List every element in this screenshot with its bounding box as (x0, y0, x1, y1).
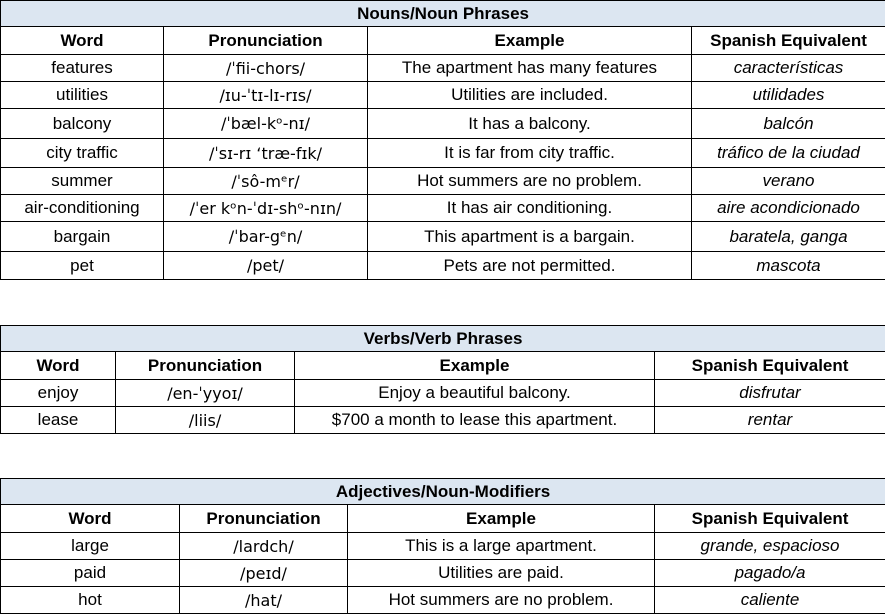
table-row (1, 222, 885, 252)
spanish-cell: baratela, ganga (692, 222, 885, 252)
pronunciation-cell: /en-ˈyyoɪ/ (116, 380, 295, 407)
table-row (1, 195, 885, 222)
spanish-cell: disfrutar (655, 380, 885, 407)
word-cell: bargain (1, 222, 164, 252)
table-row (1, 55, 885, 82)
table-row (1, 109, 885, 139)
word-cell: features (1, 55, 164, 82)
word-cell: hot (1, 587, 180, 614)
nouns-table (0, 0, 885, 280)
word-cell: balcony (1, 109, 164, 139)
table-row (1, 82, 885, 109)
example-cell: Enjoy a beautiful balcony. (295, 380, 655, 407)
word-cell: air-conditioning (1, 195, 164, 222)
word-cell: lease (1, 407, 116, 434)
pronunciation-cell: /ˈsô-mᵉr/ (164, 168, 368, 195)
pronunciation-cell: /ˈsɪ-rɪ ‘træ-fɪk/ (164, 139, 368, 168)
column-header-pronunciation: Pronunciation (180, 505, 348, 533)
pronunciation-cell: /ˈbæl-kᵒ-nɪ/ (164, 109, 368, 139)
example-cell: It is far from city traffic. (368, 139, 692, 168)
example-cell: Utilities are included. (368, 82, 692, 109)
spanish-cell: mascota (692, 252, 885, 280)
table-row (1, 533, 885, 560)
column-header-example: Example (295, 352, 655, 380)
verbs-table (0, 325, 885, 434)
pronunciation-cell: /ˈfii-chors/ (164, 55, 368, 82)
example-cell: It has a balcony. (368, 109, 692, 139)
example-cell: Hot summers are no problem. (368, 168, 692, 195)
pronunciation-cell: /hat/ (180, 587, 348, 614)
table-row (1, 252, 885, 280)
spanish-cell: aire acondicionado (692, 195, 885, 222)
pronunciation-cell: /ˈer kᵒn-ˈdɪ-shᵒ-nɪn/ (164, 195, 368, 222)
nouns-table-title: Nouns/Noun Phrases (1, 1, 885, 27)
spanish-cell: tráfico de la ciudad (692, 139, 885, 168)
table-row (1, 168, 885, 195)
word-cell: enjoy (1, 380, 116, 407)
pronunciation-cell: /ˈbar-gᵉn/ (164, 222, 368, 252)
column-header-word: Word (1, 352, 116, 380)
column-header-spanish: Spanish Equivalent (655, 352, 885, 380)
pronunciation-cell: /lardch/ (180, 533, 348, 560)
example-cell: Utilities are paid. (348, 560, 655, 587)
table-row (1, 407, 885, 434)
pronunciation-cell: /ɪu-ˈtɪ-lɪ-rɪs/ (164, 82, 368, 109)
spanish-cell: grande, espacioso (655, 533, 885, 560)
verbs-table-title: Verbs/Verb Phrases (1, 326, 885, 352)
spanish-cell: balcón (692, 109, 885, 139)
spanish-cell: características (692, 55, 885, 82)
word-cell: utilities (1, 82, 164, 109)
adjectives-table-title: Adjectives/Noun-Modifiers (1, 479, 885, 505)
spanish-cell: rentar (655, 407, 885, 434)
column-header-pronunciation: Pronunciation (116, 352, 295, 380)
table-row (1, 587, 885, 614)
example-cell: It has air conditioning. (368, 195, 692, 222)
word-cell: paid (1, 560, 180, 587)
example-cell: This is a large apartment. (348, 533, 655, 560)
spanish-cell: verano (692, 168, 885, 195)
example-cell: $700 a month to lease this apartment. (295, 407, 655, 434)
example-cell: The apartment has many features (368, 55, 692, 82)
example-cell: Hot summers are no problem. (348, 587, 655, 614)
example-cell: Pets are not permitted. (368, 252, 692, 280)
adjectives-table (0, 478, 885, 614)
table-row (1, 560, 885, 587)
table-row (1, 139, 885, 168)
column-header-word: Word (1, 505, 180, 533)
word-cell: pet (1, 252, 164, 280)
spanish-cell: caliente (655, 587, 885, 614)
column-header-word: Word (1, 27, 164, 55)
table-row (1, 380, 885, 407)
column-header-pronunciation: Pronunciation (164, 27, 368, 55)
pronunciation-cell: /peɪd/ (180, 560, 348, 587)
example-cell: This apartment is a bargain. (368, 222, 692, 252)
spanish-cell: utilidades (692, 82, 885, 109)
spanish-cell: pagado/a (655, 560, 885, 587)
pronunciation-cell: /pet/ (164, 252, 368, 280)
column-header-spanish: Spanish Equivalent (692, 27, 885, 55)
word-cell: large (1, 533, 180, 560)
word-cell: city traffic (1, 139, 164, 168)
pronunciation-cell: /liis/ (116, 407, 295, 434)
column-header-example: Example (348, 505, 655, 533)
column-header-example: Example (368, 27, 692, 55)
word-cell: summer (1, 168, 164, 195)
column-header-spanish: Spanish Equivalent (655, 505, 885, 533)
